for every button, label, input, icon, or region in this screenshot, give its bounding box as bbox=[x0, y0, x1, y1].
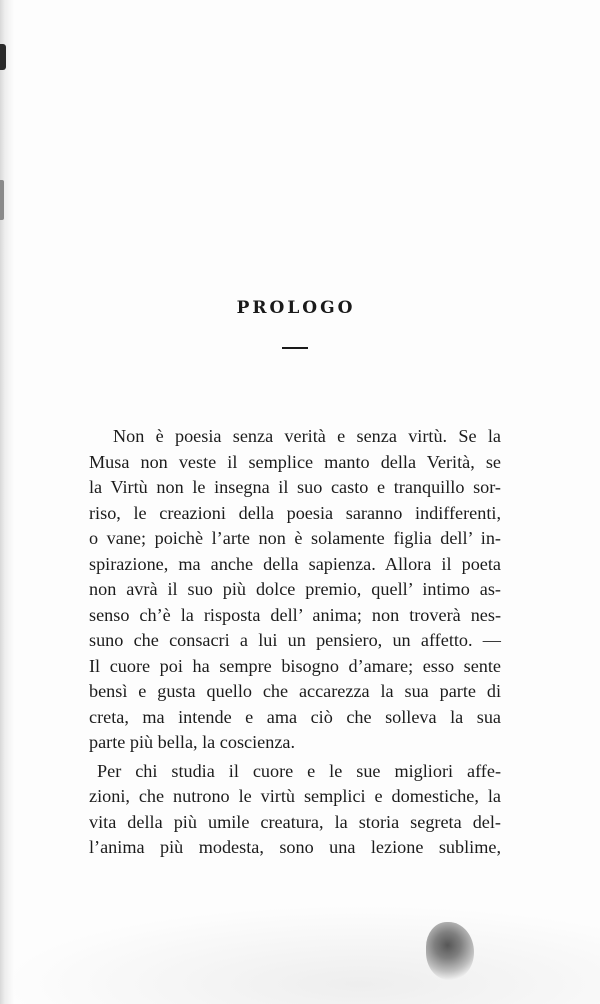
binding-mark bbox=[0, 44, 6, 70]
text-line: Non è poesia senza verità e senza virtù. Se la bbox=[113, 426, 501, 446]
text-line: o vane; poichè l’arte non è solamente figlia dell’ in- bbox=[89, 528, 501, 548]
text-line: senso ch’è la risposta dell’ anima; non troverà nes- bbox=[89, 604, 501, 625]
text-line: riso, le creazioni della poesia saranno indifferenti, bbox=[89, 502, 501, 523]
text-line: la Virtù non le insegna il suo casto e tranquillo sor- bbox=[89, 477, 501, 497]
body-text bbox=[89, 424, 501, 861]
binding-shadow bbox=[0, 180, 4, 220]
page-binding-edge bbox=[0, 0, 14, 1004]
text-line: zioni, che nutrono le virtù semplici e domestiche, la bbox=[89, 786, 501, 806]
chapter-title: PROLOGO bbox=[236, 298, 356, 318]
text-line: non avrà il suo più dolce premio, quell’ intimo as- bbox=[89, 579, 501, 599]
text-line: spirazione, ma anche della sapienza. Allora il poeta bbox=[89, 553, 501, 574]
text-line: suno che consacri a lui un pensiero, un affetto. — bbox=[89, 630, 501, 650]
text-line: parte più bella, la coscienza. bbox=[89, 732, 296, 752]
page-discoloration bbox=[0, 905, 600, 1004]
ink-stain bbox=[426, 922, 474, 980]
text-line: Musa non veste il semplice manto della Verità, se bbox=[89, 451, 501, 472]
text-line: Il cuore poi ha sempre bisogno d’amare; esso sente bbox=[89, 655, 501, 676]
text-line: creta, ma intende e ama ciò che solleva la sua bbox=[89, 706, 501, 727]
text-line: bensì e gusta quello che accarezza la sua parte di bbox=[89, 681, 501, 701]
text-line: vita della più umile creatura, la storia segreta del- bbox=[89, 811, 501, 832]
text-line: Per chi studia il cuore e le sue migliori affe- bbox=[97, 760, 501, 781]
title-rule bbox=[282, 347, 308, 349]
text-line: l’anima più modesta, sono una lezione sublime, bbox=[89, 837, 501, 857]
